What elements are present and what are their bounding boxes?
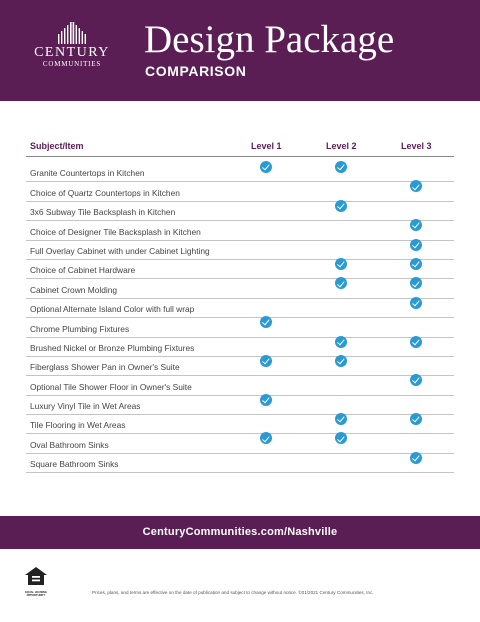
check-circle-icon: [335, 258, 347, 270]
logo-wordmark-primary: CENTURY: [34, 45, 110, 60]
page-title: Design Package: [144, 18, 395, 61]
row-item-label: Choice of Quartz Countertops in Kitchen: [30, 187, 180, 198]
row-item-label: Granite Countertops in Kitchen: [30, 168, 145, 179]
check-circle-icon: [260, 316, 272, 328]
equal-housing-logo: [24, 566, 48, 596]
check-circle-icon: [410, 374, 422, 386]
check-circle-icon: [410, 336, 422, 348]
column-header-level-1: Level 1: [251, 141, 282, 151]
check-circle-icon: [335, 161, 347, 173]
row-item-label: Full Overlay Cabinet with under Cabinet Lighting: [30, 245, 210, 256]
row-item-label: Choice of Cabinet Hardware: [30, 265, 136, 276]
table-row: [26, 182, 454, 201]
column-header-level-3: Level 3: [401, 141, 432, 151]
check-circle-icon: [260, 355, 272, 367]
building-logo-icon: [52, 22, 92, 44]
row-item-label: Brushed Nickel or Bronze Plumbing Fixtures: [30, 342, 195, 353]
row-item-label: Tile Flooring in Wet Areas: [30, 420, 126, 431]
table-row: [26, 299, 454, 318]
page-subtitle: COMPARISON: [145, 63, 247, 79]
check-circle-icon: [335, 413, 347, 425]
check-circle-icon: [260, 394, 272, 406]
row-item-label: Square Bathroom Sinks: [30, 459, 119, 470]
table-row: [26, 434, 454, 453]
column-header-level-2: Level 2: [326, 141, 357, 151]
table-row: [26, 396, 454, 415]
check-circle-icon: [260, 161, 272, 173]
check-circle-icon: [335, 355, 347, 367]
table-row: [26, 338, 454, 357]
check-circle-icon: [410, 277, 422, 289]
check-circle-icon: [410, 258, 422, 270]
check-circle-icon: [335, 336, 347, 348]
equal-housing-house-icon: [24, 566, 48, 586]
check-circle-icon: [335, 277, 347, 289]
row-item-label: Optional Alternate Island Color with full wrap: [30, 304, 195, 315]
row-item-label: Chrome Plumbing Fixtures: [30, 323, 130, 334]
check-circle-icon: [410, 452, 422, 464]
table-row: [26, 376, 454, 395]
table-row: [26, 163, 454, 182]
website-link[interactable]: CenturyCommunities.com/Nashville: [142, 526, 338, 538]
check-circle-icon: [410, 413, 422, 425]
row-item-label: Optional Tile Shower Floor in Owner's Suite: [30, 381, 192, 392]
table-row: [26, 454, 454, 473]
column-header-subject: Subject/Item: [30, 141, 84, 151]
table-header: [26, 137, 454, 157]
check-circle-icon: [410, 297, 422, 309]
row-item-label: Fiberglass Shower Pan in Owner's Suite: [30, 362, 180, 373]
table-row: [26, 221, 454, 240]
check-circle-icon: [335, 200, 347, 212]
table-row: [26, 279, 454, 298]
check-circle-icon: [410, 180, 422, 192]
header-banner: [0, 0, 480, 101]
table-row: [26, 415, 454, 434]
table-row: [26, 318, 454, 337]
table-row: [26, 202, 454, 221]
logo-wordmark-secondary: COMMUNITIES: [42, 60, 102, 68]
equal-housing-label: EQUAL HOUSING OPPORTUNITY: [25, 591, 47, 597]
comparison-table: [26, 137, 454, 473]
table-row: [26, 260, 454, 279]
century-communities-logo: [24, 22, 120, 78]
check-circle-icon: [260, 432, 272, 444]
footer-banner: [0, 516, 480, 549]
check-circle-icon: [410, 219, 422, 231]
row-item-label: Luxury Vinyl Tile in Wet Areas: [30, 401, 141, 412]
row-item-label: 3x6 Subway Tile Backsplash in Kitchen: [30, 207, 176, 218]
row-item-label: Oval Bathroom Sinks: [30, 439, 109, 450]
table-row: [26, 241, 454, 260]
row-item-label: Choice of Designer Tile Backsplash in Kitchen: [30, 226, 201, 237]
table-body: [26, 163, 454, 473]
row-item-label: Cabinet Crown Molding: [30, 284, 118, 295]
check-circle-icon: [335, 432, 347, 444]
table-row: [26, 357, 454, 376]
legal-disclaimer: Prices, plans, and terms are effective on the date of publication and subject to change without notice. ©01/2021 Century Communities, Inc.: [92, 590, 374, 595]
check-circle-icon: [410, 239, 422, 251]
